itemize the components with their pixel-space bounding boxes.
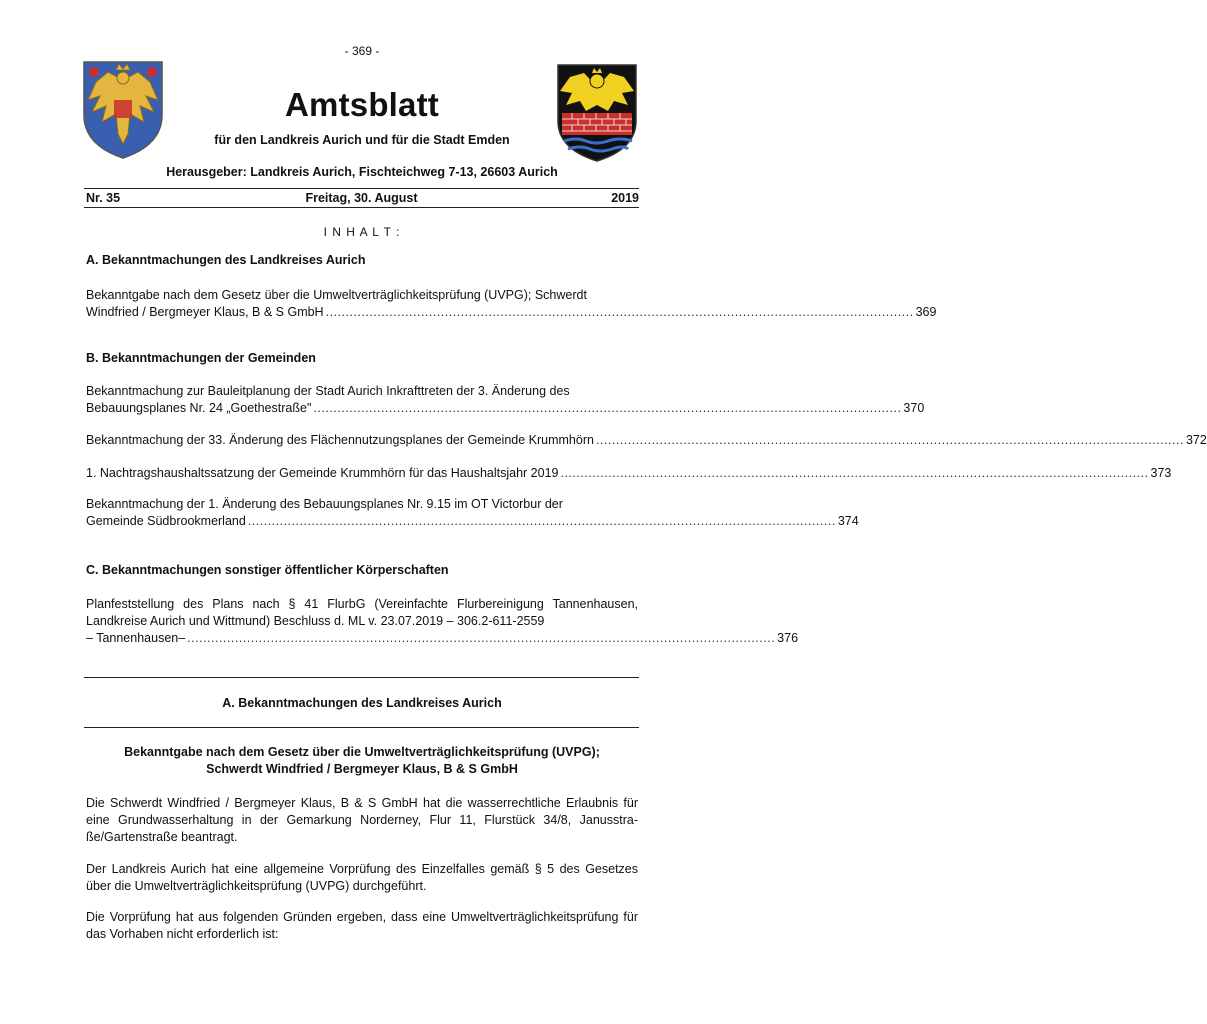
entry-line: Planfeststellung des Plans nach § 41 FlurbG (Vereinfachte Flurbereinigung Tannenhausen, Landkreise Aurich und Wittmund) Beschluss d. ML v. 23.07.2019 – 306.2-611-2559 bbox=[86, 597, 638, 628]
entry-page: 376 bbox=[777, 631, 799, 645]
contents-entry[interactable]: 1. Nachtragshaushaltssatzung der Gemeinde Krummhörn für das Haushaltsjahr 2019 .................................................................................................................................................... 373 bbox=[86, 466, 1172, 480]
subtitle: für den Landkreis Aurich und für die Stadt Emden bbox=[214, 133, 510, 147]
body-paragraph: Der Landkreis Aurich hat eine allgemeine Vorprüfung des Einzelfalles gemäß § 5 des Gesetzes über die Umweltverträglichkeitsprüfung (UVPG) durchgeführt. bbox=[86, 862, 638, 893]
divider bbox=[84, 727, 639, 728]
notice-title: Bekanntgabe nach dem Gesetz über die Umweltverträglichkeitsprüfung (UVPG); bbox=[124, 745, 600, 759]
page-number: - 369 - bbox=[344, 44, 380, 58]
issue-date: Freitag, 30. August bbox=[305, 191, 418, 205]
entry-line: Gemeinde Südbrookmerland bbox=[86, 514, 246, 528]
entry-page: 372 bbox=[1185, 433, 1207, 447]
body-section-heading: A. Bekanntmachungen des Landkreises Aurich bbox=[222, 696, 502, 710]
entry-page: 370 bbox=[903, 401, 925, 415]
contents-section-a-title: A. Bekanntmachungen des Landkreises Aurich bbox=[86, 253, 366, 267]
issue-year: 2019 bbox=[611, 191, 639, 205]
body-paragraph: Die Vorprüfung hat aus folgenden Gründen ergeben, dass eine Umweltverträglichkeitsprüfung für das Vorhaben nicht erforderlich ist: bbox=[86, 910, 638, 941]
contents-entry[interactable]: Bekanntgabe nach dem Gesetz über die Umweltverträglichkeitsprüfung (UVPG); Schwerdt Windfried / Bergmeyer Klaus, B & S GmbH .................................................................................................................................................... 369 bbox=[86, 288, 937, 319]
contents-entry[interactable]: Bekanntmachung zur Bauleitplanung der Stadt Aurich Inkrafttreten der 3. Änderung des Bebauungsplanes Nr. 24 „Goethestraße" .................................................................................................................................................... 370 bbox=[86, 384, 925, 415]
issue-number: Nr. 35 bbox=[86, 191, 121, 205]
body-paragraph: Die Schwerdt Windfried / Bergmeyer Klaus, B & S GmbH hat die wasserrechtliche Erlaubnis für eine Grundwasserhaltung in der Gemarkung Norderney, Flur 11, Flurstück 34/8, Janusstraße/Gartenstraße beantragt. bbox=[86, 796, 638, 844]
entry-line: Bekanntmachung der 1. Änderung des Bebauungsplanes Nr. 9.15 im OT Victorbur der bbox=[86, 497, 563, 511]
entry-line: – Tannenhausen– bbox=[86, 631, 186, 645]
notice-title: Schwerdt Windfried / Bergmeyer Klaus, B & S GmbH bbox=[206, 762, 518, 776]
contents-entry[interactable]: Bekanntmachung der 1. Änderung des Bebauungsplanes Nr. 9.15 im OT Victorbur der Gemeinde Südbrookmerland .................................................................................................................................................... 374 bbox=[86, 497, 859, 528]
entry-line: Bekanntmachung zur Bauleitplanung der Stadt Aurich Inkrafttreten der 3. Änderung des bbox=[86, 384, 570, 398]
contents-section-b-title: B. Bekanntmachungen der Gemeinden bbox=[86, 351, 316, 365]
entry-page: 374 bbox=[837, 514, 859, 528]
issue-line bbox=[84, 188, 639, 208]
entry-line: Bekanntgabe nach dem Gesetz über die Umweltverträglichkeitsprüfung (UVPG); Schwerdt bbox=[86, 288, 587, 302]
entry-page: 369 bbox=[915, 305, 937, 319]
page-title: Amtsblatt bbox=[285, 86, 439, 123]
entry-page: 373 bbox=[1150, 466, 1172, 480]
contents-entry[interactable]: Bekanntmachung der 33. Änderung des Flächennutzungsplanes der Gemeinde Krummhörn .................................................................................................................................................... 372 bbox=[86, 433, 1207, 447]
entry-line: Bebauungsplanes Nr. 24 „Goethestraße" bbox=[86, 401, 312, 415]
entry-line: Windfried / Bergmeyer Klaus, B & S GmbH bbox=[86, 305, 324, 319]
contents-heading: I N H A L T : bbox=[323, 225, 401, 239]
publisher-line: Herausgeber: Landkreis Aurich, Fischteichweg 7-13, 26603 Aurich bbox=[166, 165, 558, 179]
entry-line: Bekanntmachung der 33. Änderung des Flächennutzungsplanes der Gemeinde Krummhörn bbox=[86, 433, 594, 447]
divider bbox=[84, 677, 639, 678]
contents-entry[interactable]: Planfeststellung des Plans nach § 41 FlurbG (Vereinfachte Flurbereinigung Tannenhausen, Landkreise Aurich und Wittmund) Beschluss d. ML v. 23.07.2019 – 306.2-611-2559 – Tannenhausen– .................................................................................................................................................... 376 bbox=[86, 597, 799, 645]
contents-section-c-title: C. Bekanntmachungen sonstiger öffentlicher Körperschaften bbox=[86, 563, 449, 577]
entry-line: 1. Nachtragshaushaltssatzung der Gemeinde Krummhörn für das Haushaltsjahr 2019 bbox=[86, 466, 559, 480]
